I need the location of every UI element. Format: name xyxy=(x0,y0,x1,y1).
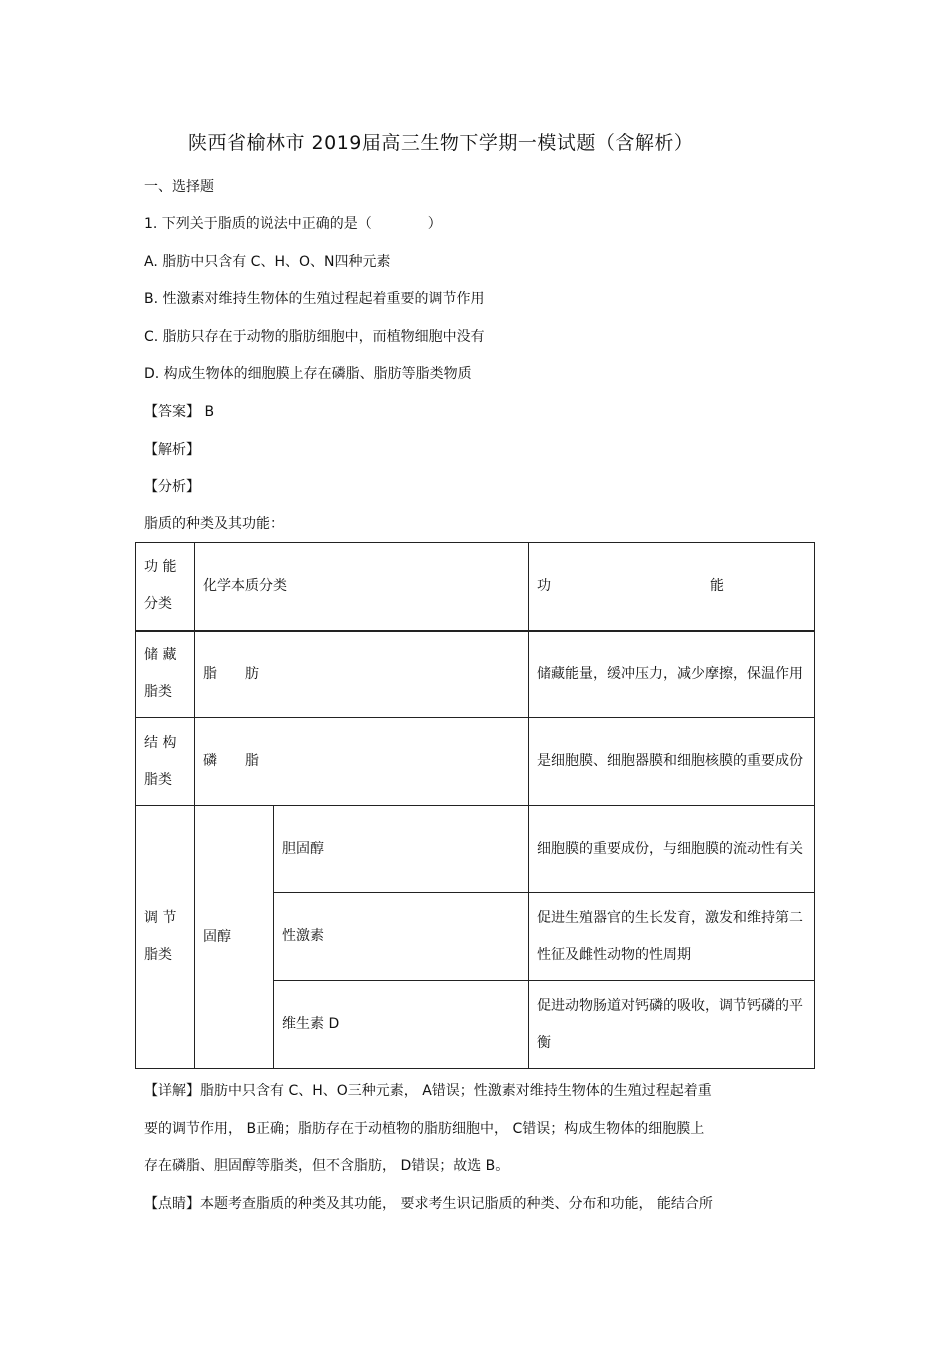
structural-function: 是细胞膜、细胞器膜和细胞核膜的重要成份 xyxy=(529,718,815,806)
analysis-label: 【解析】 xyxy=(144,442,200,458)
structural-chem: 磷 脂 xyxy=(195,718,529,806)
table-row xyxy=(136,631,815,718)
question-stem: 1. 下列关于脂质的说法中正确的是（ ） xyxy=(144,216,442,232)
table-intro: 脂质的种类及其功能： xyxy=(144,516,284,532)
structural-category: 结 构脂类 xyxy=(136,718,195,806)
table-row xyxy=(136,718,815,806)
detail-line-3: 存在磷脂、胆固醇等脂类，但不含脂肪， D错误；故选 B。 xyxy=(144,1158,510,1174)
option-a: A. 脂肪中只含有 C、H、O、N四种元素 xyxy=(144,254,391,270)
cholesterol-name: 胆固醇 xyxy=(274,806,529,893)
sterol-group: 固醇 xyxy=(195,806,274,1069)
storage-chem: 脂 肪 xyxy=(195,631,529,718)
header-chemical-category: 化学本质分类 xyxy=(195,543,529,631)
sex-hormone-name: 性激素 xyxy=(274,893,529,981)
header-function-char1: 功 xyxy=(537,577,551,594)
cholesterol-function: 细胞膜的重要成份，与细胞膜的流动性有关 xyxy=(529,806,815,893)
header-function-category: 功 能分类 xyxy=(136,543,195,631)
answer-line: 【答案】 B xyxy=(144,404,215,420)
section-heading: 一、选择题 xyxy=(144,179,214,195)
vitamin-d-function: 促进动物肠道对钙磷的吸收，调节钙磷的平衡 xyxy=(529,981,815,1069)
option-d: D. 构成生物体的细胞膜上存在磷脂、脂肪等脂类物质 xyxy=(144,366,472,382)
table-header-row xyxy=(136,543,815,631)
table-row xyxy=(136,806,815,893)
storage-function: 储藏能量，缓冲压力，减少摩擦，保温作用 xyxy=(529,631,815,718)
vitamin-d-name: 维生素 D xyxy=(274,981,529,1069)
fenxi-label: 【分析】 xyxy=(144,479,200,495)
regulatory-category: 调 节脂类 xyxy=(136,806,195,1069)
sex-hormone-function: 促进生殖器官的生长发育，激发和维持第二性征及雌性动物的性周期 xyxy=(529,893,815,981)
detail-line-2: 要的调节作用， B正确；脂肪存在于动植物的脂肪细胞中， C错误；构成生物体的细胞膜上 xyxy=(144,1121,705,1137)
lipid-table xyxy=(135,542,815,1069)
page-title: 陕西省榆林市 2019届高三生物下学期一模试题（含解析） xyxy=(188,132,694,154)
storage-category: 储 藏脂类 xyxy=(136,631,195,718)
header-function xyxy=(529,543,815,631)
detail-line-1: 【详解】脂肪中只含有 C、H、O三种元素， A错误；性激素对维持生物体的生殖过程起着重 xyxy=(144,1083,712,1099)
header-function-char2: 能 xyxy=(710,577,724,594)
detail-line-4: 【点睛】本题考查脂质的种类及其功能， 要求考生识记脂质的种类、分布和功能， 能结合所 xyxy=(144,1196,713,1212)
option-c: C. 脂肪只存在于动物的脂肪细胞中，而植物细胞中没有 xyxy=(144,329,485,345)
option-b: B. 性激素对维持生物体的生殖过程起着重要的调节作用 xyxy=(144,291,485,307)
